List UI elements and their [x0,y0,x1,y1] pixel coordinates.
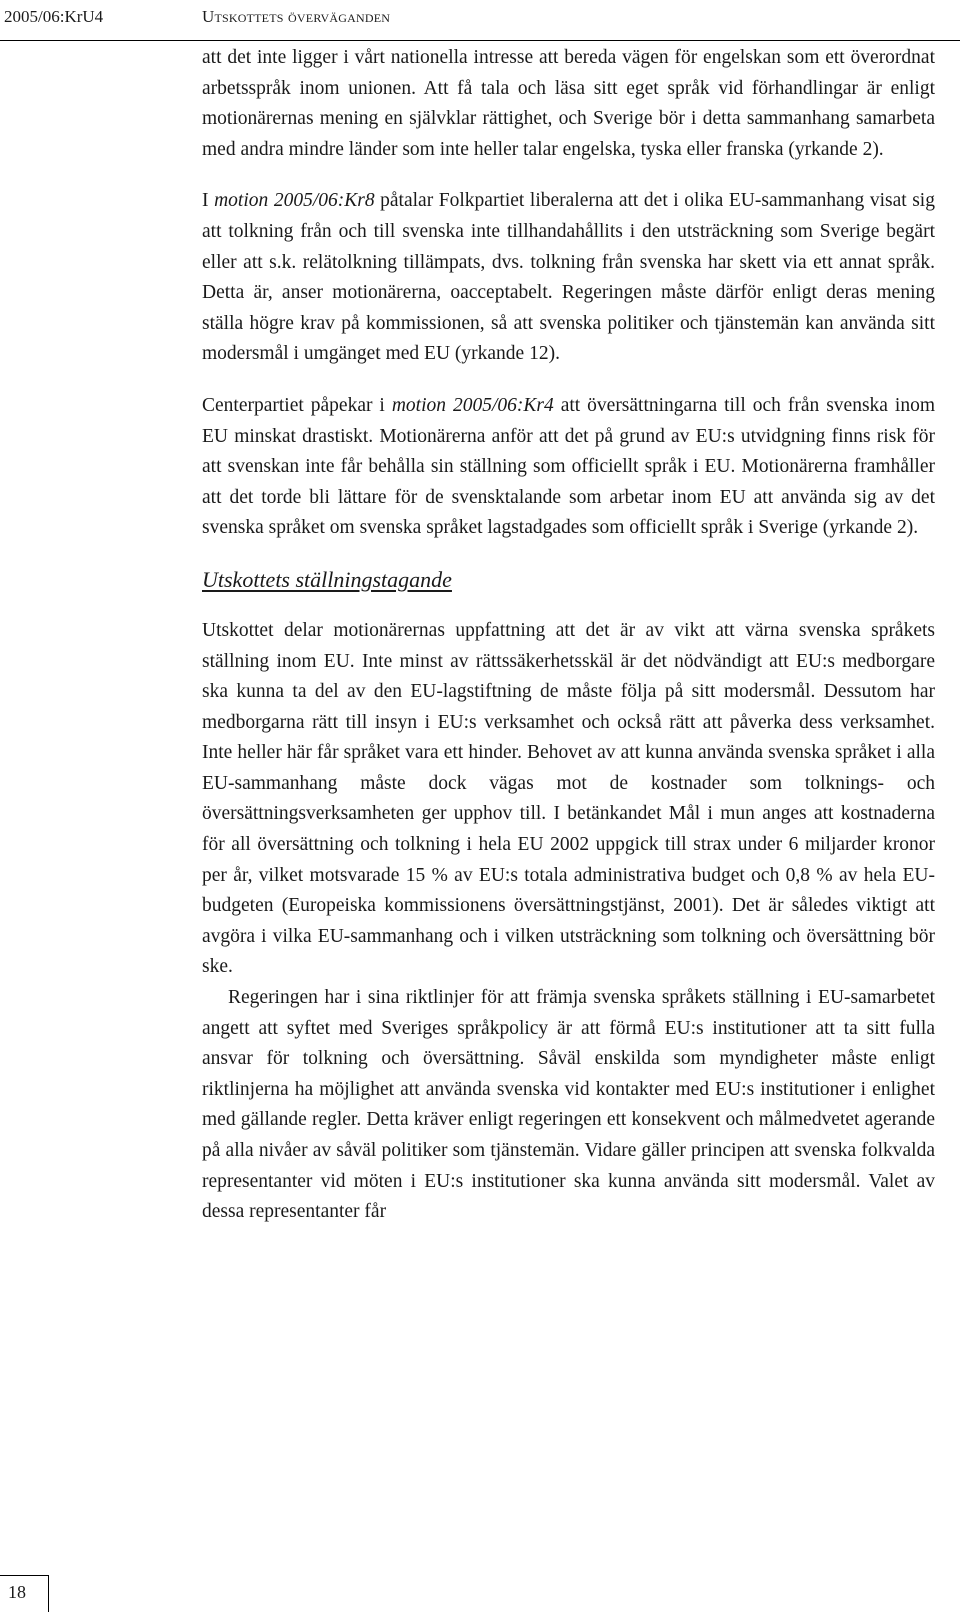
page-number: 18 [8,1582,26,1602]
motion-reference: motion 2005/06:Kr8 [214,190,375,212]
motion-reference: motion 2005/06:Kr4 [391,394,554,416]
committee-paragraph-1: Utskottet delar motionärernas uppfattning att det är av vikt att värna svenska språkets ställning inom EU. Inte minst av rättssäkerhetsskäl är det nödvändigt att EU:s medborgare ska kunna ta del av den EU-lagstiftning de måste följa på sitt modersmål. Dessutom har medborgarna rätt till insyn i EU:s verksamhet och också rätt att påverka dess verksamhet. Inte heller här får språket vara ett hinder. Behovet av att kunna använda svenska språket i alla EU-sammanhang måste dock vägas mot de kostnader som tolknings- och översättningsverksamheten ger upphov till. I betänkandet Mål i mun anges att kostnaderna för all översättning och tolkning i hela EU 2002 uppgick till strax under 6 miljarder kronor per år, vilket motsvarade 15 % av EU:s totala administrativa budget och 0,8 % av hela EU-budgeten (Europeiska kommissionens översättningstjänst, 2001). Det är således viktigt att avgöra i vilka EU-sammanhang och i vilken utsträckning som tolkning och översättning bör ske. [202,619,935,978]
document-body [202,43,935,1228]
page-header [0,0,960,41]
paragraph-3: Centerpartiet påpekar i motion 2005/06:Kr4 att översättningarna till och från svenska inom EU minskat drastiskt. Motionärerna anför att det på grund av EU:s utvidgning finns risk för att svenskan inte får behålla sin ställning som officiellt språk i EU. Motionärerna framhåller att det torde bli lättare för de svensktalande som arbetar inom EU att använda sig av det svenska språket om svenska språket lagstadgades som officiellt språk i Sverige (yrkande 2). [202,394,935,539]
section-title: Utskottets överväganden [202,7,391,26]
document-reference: 2005/06:KrU4 [4,7,104,26]
paragraph-2: I motion 2005/06:Kr8 påtalar Folkpartiet liberalerna att det i olika EU-sammanhang visat sig att tolkning från och till svenska inte tillhandahållits i den utsträckning som Sverige begärt eller att s.k. relätolkning tillämpats, dvs. tolkning från svenska har skett via ett annat språk. Detta är, anser motionärerna, oacceptabelt. Regeringen måste därför enligt deras mening ställa högre krav på kommissionen, så att svenska politiker och tjänstemän kan använda sitt modersmål i umgänget med EU (yrkande 12). [202,190,935,365]
committee-paragraph-2: Regeringen har i sina riktlinjer för att främja svenska språkets ställning i EU-samarbetet angett att syftet med Sveriges språkpolicy är att förmå EU:s institutioner att ta sitt fulla ansvar för tolkning och översättning. Såväl enskilda som myndigheter måste enligt riktlinjerna ha möjlighet att använda svenska vid kontakter med EU:s institutioner i enlighet med gällande regler. Detta kräver enligt regeringen ett konsekvent och målmedvetet agerande på alla nivåer av såväl politiker som tjänstemän. Vidare gäller principen att svenska folkvalda representanter vid möten i EU:s institutioner ska kunna använda sitt modersmål. Valet av dessa representanter får [202,987,935,1223]
paragraph-1: att det inte ligger i vårt nationella intresse att bereda vägen för engelskan som ett överordnat arbetsspråk inom unionen. Att få tala och läsa sitt eget språk vid förhandlingar är enligt motionärernas mening en självklar rättighet, och Sverige bör i detta sammanhang samarbeta med andra mindre länder som inte heller talar engelska, tyska eller franska (yrkande 2). [202,47,935,160]
section-heading: Utskottets ställningstagande [202,566,452,592]
